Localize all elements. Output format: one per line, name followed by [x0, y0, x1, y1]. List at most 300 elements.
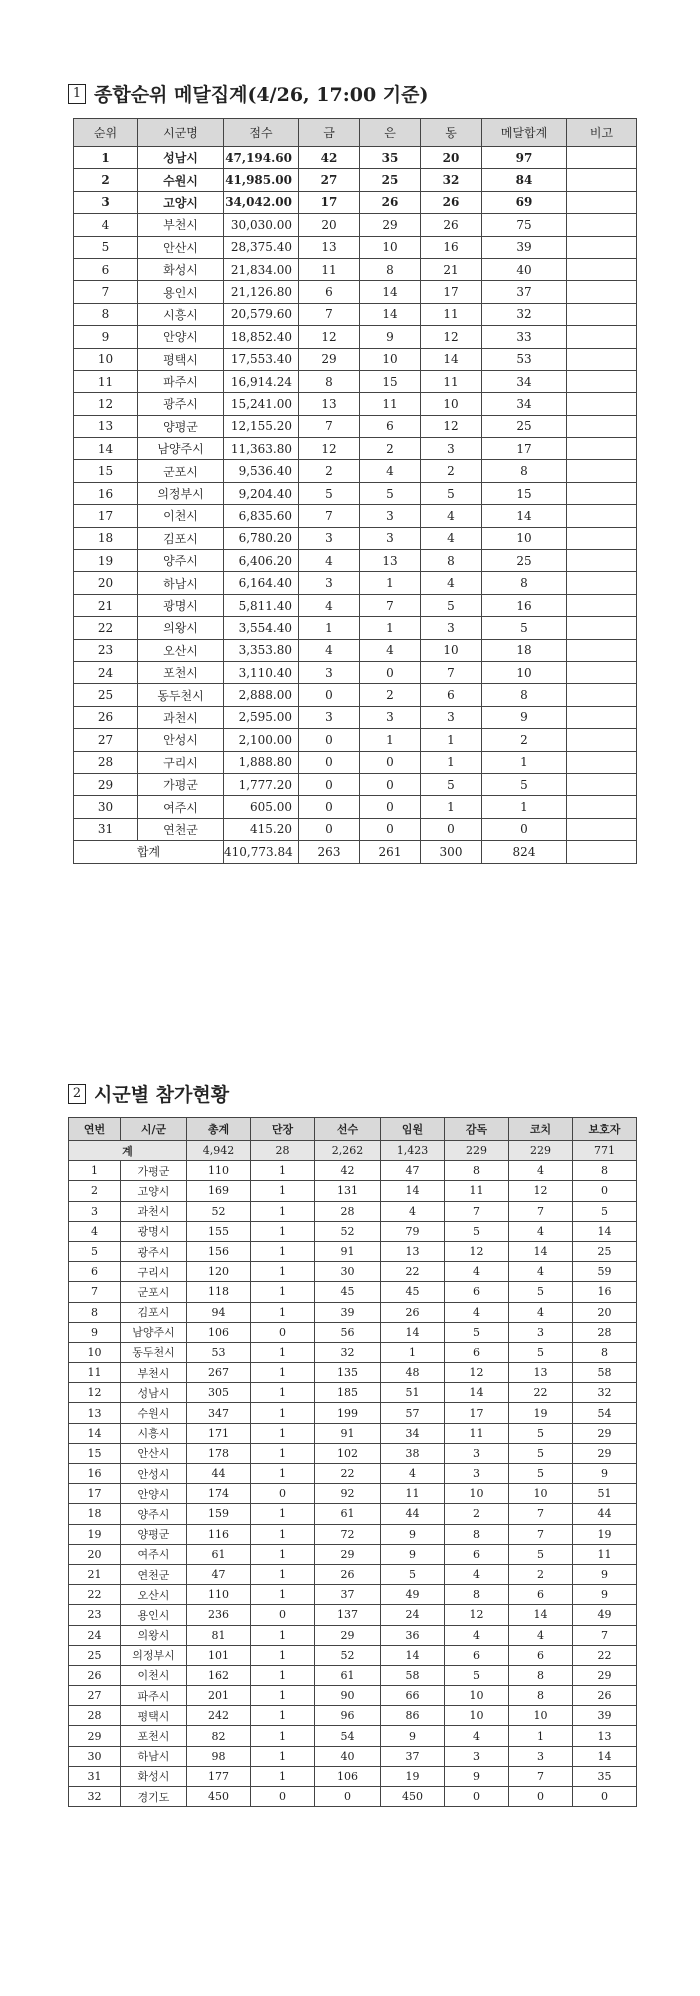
table-cell: 8	[360, 258, 421, 280]
table-cell: 1	[251, 1464, 315, 1484]
table-cell: 0	[573, 1181, 637, 1201]
table-cell: 1	[251, 1665, 315, 1685]
table-cell: 31	[69, 1766, 121, 1786]
table-cell: 28	[69, 1706, 121, 1726]
total-cell: 229	[509, 1141, 573, 1161]
table-cell: 32	[69, 1787, 121, 1807]
table-cell: 450	[381, 1787, 445, 1807]
table-cell: 오산시	[138, 639, 224, 661]
table-cell: 201	[187, 1686, 251, 1706]
table-row	[69, 1181, 637, 1201]
table-cell: 4	[69, 1221, 121, 1241]
table-cell: 8	[573, 1161, 637, 1181]
table-cell: 2	[421, 460, 482, 482]
table-cell: 17,553.40	[224, 348, 299, 370]
table-cell: 4	[509, 1161, 573, 1181]
table-cell: 1,777.20	[224, 773, 299, 795]
section1-title	[68, 80, 428, 107]
table-cell: 2,100.00	[224, 729, 299, 751]
table-cell: 4	[445, 1564, 509, 1584]
table-cell: 연천군	[121, 1564, 187, 1584]
table-row	[74, 281, 637, 303]
table-cell: 82	[187, 1726, 251, 1746]
table-cell: 0	[299, 818, 360, 840]
table-cell: 고양시	[121, 1181, 187, 1201]
table-cell: 19	[573, 1524, 637, 1544]
column-header: 연번	[69, 1118, 121, 1141]
table-cell: 4	[299, 550, 360, 572]
table-row	[69, 1686, 637, 1706]
table-row	[74, 147, 637, 169]
table-cell: 42	[299, 147, 360, 169]
table-cell: 16	[74, 482, 138, 504]
table-cell: 6	[360, 415, 421, 437]
table-cell: 14	[360, 303, 421, 325]
table-cell: 56	[315, 1322, 381, 1342]
table-cell: 3	[421, 617, 482, 639]
table-row	[69, 1766, 637, 1786]
table-cell: 7	[509, 1524, 573, 1544]
table-row	[74, 796, 637, 818]
table-cell: 66	[381, 1686, 445, 1706]
table-cell: 11	[421, 370, 482, 392]
table-cell: 12	[299, 326, 360, 348]
table-cell: 59	[573, 1262, 637, 1282]
table-cell: 3	[360, 527, 421, 549]
table-cell: 44	[381, 1504, 445, 1524]
table-cell: 16	[573, 1282, 637, 1302]
table-cell: 305	[187, 1383, 251, 1403]
table-cell: 의정부시	[138, 482, 224, 504]
table-cell	[567, 796, 637, 818]
table-cell: 94	[187, 1302, 251, 1322]
table-row	[69, 1464, 637, 1484]
total-cell: 4,942	[187, 1141, 251, 1161]
table-row	[74, 303, 637, 325]
table-cell: 평택시	[138, 348, 224, 370]
table-row	[69, 1262, 637, 1282]
table-cell: 8	[509, 1665, 573, 1685]
table-cell: 3	[299, 572, 360, 594]
table-cell: 1	[360, 617, 421, 639]
table-cell: 10	[360, 348, 421, 370]
table-cell: 22	[381, 1262, 445, 1282]
table-row	[74, 415, 637, 437]
table-cell: 7	[509, 1766, 573, 1786]
total-cell: 300	[421, 841, 482, 863]
table-cell: 8	[421, 550, 482, 572]
table-cell: 이천시	[138, 505, 224, 527]
table-cell: 0	[251, 1787, 315, 1807]
table-cell: 22	[69, 1585, 121, 1605]
table-cell: 5	[421, 773, 482, 795]
total-row	[69, 1141, 637, 1161]
table-cell: 6,835.60	[224, 505, 299, 527]
table-cell: 11	[381, 1484, 445, 1504]
table-cell: 0	[360, 661, 421, 683]
table-cell	[567, 303, 637, 325]
table-cell: 동두천시	[121, 1342, 187, 1362]
table-cell: 11	[445, 1423, 509, 1443]
table-cell: 0	[360, 818, 421, 840]
table-cell: 1	[251, 1423, 315, 1443]
table-cell: 1	[421, 796, 482, 818]
table-cell: 1	[251, 1221, 315, 1241]
table-cell: 6,406.20	[224, 550, 299, 572]
table-cell: 의왕시	[138, 617, 224, 639]
table-cell: 4	[509, 1221, 573, 1241]
table-cell: 57	[381, 1403, 445, 1423]
table-row	[74, 527, 637, 549]
table-cell: 안산시	[138, 236, 224, 258]
section2-number: 2	[68, 1084, 86, 1104]
table-cell: 5	[445, 1322, 509, 1342]
table-cell: 24	[381, 1605, 445, 1625]
total-cell	[567, 841, 637, 863]
table-cell: 13	[360, 550, 421, 572]
table-cell: 4	[445, 1302, 509, 1322]
table-cell: 3	[509, 1322, 573, 1342]
table-cell: 1,888.80	[224, 751, 299, 773]
table-cell: 6	[299, 281, 360, 303]
table-cell: 450	[187, 1787, 251, 1807]
section2-title	[68, 1080, 229, 1107]
table-cell: 5	[509, 1443, 573, 1463]
table-cell: 29	[315, 1544, 381, 1564]
table-cell: 16	[421, 236, 482, 258]
table-cell: 4	[360, 460, 421, 482]
table-cell: 9	[381, 1524, 445, 1544]
table-cell: 35	[573, 1766, 637, 1786]
table-cell: 1	[251, 1766, 315, 1786]
table-cell: 1	[421, 729, 482, 751]
table-cell: 19	[74, 550, 138, 572]
table-cell: 7	[69, 1282, 121, 1302]
table-cell: 40	[315, 1746, 381, 1766]
table-row	[74, 169, 637, 191]
table-cell: 5	[509, 1464, 573, 1484]
table-row	[69, 1322, 637, 1342]
table-cell: 23	[69, 1605, 121, 1625]
table-cell: 21	[69, 1564, 121, 1584]
total-cell: 261	[360, 841, 421, 863]
table-cell: 26	[421, 214, 482, 236]
table-cell: 52	[315, 1221, 381, 1241]
table-cell: 6,164.40	[224, 572, 299, 594]
table-cell	[567, 438, 637, 460]
table-row	[69, 1403, 637, 1423]
table-cell: 3	[299, 706, 360, 728]
table-cell: 49	[573, 1605, 637, 1625]
table-cell: 110	[187, 1161, 251, 1181]
table-cell: 61	[187, 1544, 251, 1564]
table-row	[74, 348, 637, 370]
table-cell: 0	[299, 751, 360, 773]
table-cell	[567, 773, 637, 795]
table-cell	[567, 706, 637, 728]
table-cell: 45	[381, 1282, 445, 1302]
table-cell: 남양주시	[121, 1322, 187, 1342]
table-cell: 9	[445, 1766, 509, 1786]
table-cell: 12,155.20	[224, 415, 299, 437]
table-cell: 1	[251, 1282, 315, 1302]
table-cell: 75	[482, 214, 567, 236]
table-cell: 7	[509, 1201, 573, 1221]
table-cell: 8	[74, 303, 138, 325]
table-cell: 169	[187, 1181, 251, 1201]
table-cell: 4	[445, 1262, 509, 1282]
table-cell	[567, 594, 637, 616]
table-cell: 34	[482, 393, 567, 415]
table-row	[69, 1423, 637, 1443]
table-cell: 13	[299, 393, 360, 415]
table-cell: 10	[421, 639, 482, 661]
table-row	[74, 639, 637, 661]
table-cell: 하남시	[121, 1746, 187, 1766]
table-cell: 48	[381, 1363, 445, 1383]
column-header: 시/군	[121, 1118, 187, 1141]
table-cell: 9,536.40	[224, 460, 299, 482]
table-cell: 37	[482, 281, 567, 303]
table-cell: 22	[74, 617, 138, 639]
table-row	[74, 706, 637, 728]
column-header: 순위	[74, 119, 138, 147]
table-cell: 1	[251, 1241, 315, 1261]
total-row	[74, 841, 637, 863]
table-cell: 2	[74, 169, 138, 191]
table-row	[74, 751, 637, 773]
table-cell: 5	[445, 1221, 509, 1241]
table-cell: 7	[360, 594, 421, 616]
table-cell: 3,110.40	[224, 661, 299, 683]
table-cell: 25	[482, 415, 567, 437]
table-cell: 4	[299, 639, 360, 661]
table-cell: 포천시	[121, 1726, 187, 1746]
table-cell: 3	[360, 505, 421, 527]
table-cell	[567, 818, 637, 840]
table-cell: 29	[360, 214, 421, 236]
table-cell: 7	[509, 1504, 573, 1524]
table-cell: 33	[482, 326, 567, 348]
table-cell: 5	[381, 1564, 445, 1584]
table-row	[69, 1161, 637, 1181]
column-header: 동	[421, 119, 482, 147]
table-cell: 연천군	[138, 818, 224, 840]
table-cell	[567, 617, 637, 639]
table-cell: 4	[509, 1302, 573, 1322]
table-cell: 8	[445, 1585, 509, 1605]
table-cell: 12	[421, 326, 482, 348]
table-cell: 포천시	[138, 661, 224, 683]
table-cell: 20	[74, 572, 138, 594]
table-cell: 20,579.60	[224, 303, 299, 325]
table-cell: 199	[315, 1403, 381, 1423]
table-cell: 44	[187, 1464, 251, 1484]
table-cell: 13	[299, 236, 360, 258]
table-cell: 267	[187, 1363, 251, 1383]
table-cell: 1	[421, 751, 482, 773]
table-cell: 8	[482, 572, 567, 594]
table-cell: 6	[74, 258, 138, 280]
table-cell: 6	[509, 1645, 573, 1665]
table-cell: 13	[509, 1363, 573, 1383]
table-cell	[567, 415, 637, 437]
table-cell: 3	[421, 438, 482, 460]
table-cell: 18	[74, 527, 138, 549]
table-row	[74, 236, 637, 258]
table-cell: 18	[69, 1504, 121, 1524]
table-cell: 5	[299, 482, 360, 504]
section2-title-text: 시군별 참가현황	[94, 1084, 230, 1106]
table-cell: 14	[381, 1181, 445, 1201]
table-cell: 12	[445, 1605, 509, 1625]
participation-table-header-row	[69, 1118, 637, 1141]
table-cell: 3,554.40	[224, 617, 299, 639]
table-cell: 1	[69, 1161, 121, 1181]
column-header: 은	[360, 119, 421, 147]
table-cell: 15,241.00	[224, 393, 299, 415]
table-cell	[567, 729, 637, 751]
table-cell: 30	[315, 1262, 381, 1282]
table-cell: 37	[381, 1746, 445, 1766]
table-cell: 3	[445, 1443, 509, 1463]
table-cell: 14	[381, 1645, 445, 1665]
table-cell: 4	[421, 572, 482, 594]
table-cell: 58	[381, 1665, 445, 1685]
table-cell: 1	[251, 1645, 315, 1665]
table-row	[69, 1564, 637, 1584]
table-cell: 21	[421, 258, 482, 280]
table-cell: 39	[573, 1706, 637, 1726]
table-cell: 72	[315, 1524, 381, 1544]
table-cell: 20	[573, 1302, 637, 1322]
table-cell: 14	[445, 1383, 509, 1403]
table-cell: 61	[315, 1665, 381, 1685]
table-cell: 415.20	[224, 818, 299, 840]
table-cell	[567, 751, 637, 773]
table-cell: 10	[482, 527, 567, 549]
table-cell: 25	[69, 1645, 121, 1665]
table-cell: 20	[69, 1544, 121, 1564]
table-cell: 35	[360, 147, 421, 169]
table-cell: 28	[573, 1322, 637, 1342]
table-cell: 13	[69, 1403, 121, 1423]
table-cell: 0	[299, 773, 360, 795]
table-row	[74, 326, 637, 348]
table-cell: 25	[74, 684, 138, 706]
column-header: 보호자	[573, 1118, 637, 1141]
table-cell: 84	[482, 169, 567, 191]
table-cell: 53	[482, 348, 567, 370]
total-cell: 410,773.84	[224, 841, 299, 863]
table-cell: 여주시	[138, 796, 224, 818]
table-cell	[567, 505, 637, 527]
table-cell: 2	[69, 1181, 121, 1201]
table-cell: 6	[509, 1585, 573, 1605]
table-cell: 120	[187, 1262, 251, 1282]
table-cell	[567, 393, 637, 415]
table-cell: 5	[482, 773, 567, 795]
table-cell: 17	[74, 505, 138, 527]
table-cell: 2	[509, 1564, 573, 1584]
section1-number: 1	[68, 84, 86, 104]
table-row	[69, 1282, 637, 1302]
table-cell: 34	[381, 1423, 445, 1443]
table-cell: 하남시	[138, 572, 224, 594]
table-cell: 5,811.40	[224, 594, 299, 616]
table-cell: 17	[445, 1403, 509, 1423]
table-cell: 광명시	[138, 594, 224, 616]
table-cell: 25	[360, 169, 421, 191]
table-cell: 91	[315, 1423, 381, 1443]
table-cell: 19	[69, 1524, 121, 1544]
table-cell: 36	[381, 1625, 445, 1645]
table-cell: 0	[251, 1322, 315, 1342]
table-cell: 42	[315, 1161, 381, 1181]
table-row	[69, 1221, 637, 1241]
table-cell: 29	[74, 773, 138, 795]
table-cell: 고양시	[138, 191, 224, 213]
table-cell: 5	[421, 482, 482, 504]
table-cell: 17	[299, 191, 360, 213]
table-cell: 양평군	[138, 415, 224, 437]
table-cell: 1	[482, 796, 567, 818]
table-cell	[567, 258, 637, 280]
table-row	[69, 1605, 637, 1625]
table-cell: 23	[74, 639, 138, 661]
table-cell: 21,126.80	[224, 281, 299, 303]
table-cell: 4	[421, 527, 482, 549]
table-cell	[567, 169, 637, 191]
table-cell: 4	[74, 214, 138, 236]
table-cell: 155	[187, 1221, 251, 1241]
table-cell: 12	[69, 1383, 121, 1403]
table-cell: 2	[445, 1504, 509, 1524]
table-cell: 1	[251, 1363, 315, 1383]
medal-ranking-table	[73, 118, 637, 864]
table-cell: 19	[509, 1403, 573, 1423]
table-cell: 용인시	[121, 1605, 187, 1625]
table-cell: 1	[251, 1706, 315, 1726]
table-cell: 27	[74, 729, 138, 751]
total-cell: 1,423	[381, 1141, 445, 1161]
table-cell: 27	[299, 169, 360, 191]
table-cell: 군포시	[121, 1282, 187, 1302]
table-cell	[567, 214, 637, 236]
table-cell: 시흥시	[138, 303, 224, 325]
table-cell: 20	[299, 214, 360, 236]
table-cell: 0	[509, 1787, 573, 1807]
table-cell: 21,834.00	[224, 258, 299, 280]
table-cell: 29	[573, 1665, 637, 1685]
table-cell: 18,852.40	[224, 326, 299, 348]
total-cell: 28	[251, 1141, 315, 1161]
table-cell: 30	[74, 796, 138, 818]
table-row	[69, 1484, 637, 1504]
table-cell: 파주시	[138, 370, 224, 392]
table-cell: 32	[573, 1383, 637, 1403]
table-cell: 8	[445, 1524, 509, 1544]
table-cell: 26	[315, 1564, 381, 1584]
table-row	[74, 482, 637, 504]
table-cell: 12	[421, 415, 482, 437]
table-cell: 162	[187, 1665, 251, 1685]
table-cell: 69	[482, 191, 567, 213]
table-cell: 3	[299, 661, 360, 683]
medal-table-header-row	[74, 119, 637, 147]
table-cell: 178	[187, 1443, 251, 1463]
table-cell: 수원시	[138, 169, 224, 191]
